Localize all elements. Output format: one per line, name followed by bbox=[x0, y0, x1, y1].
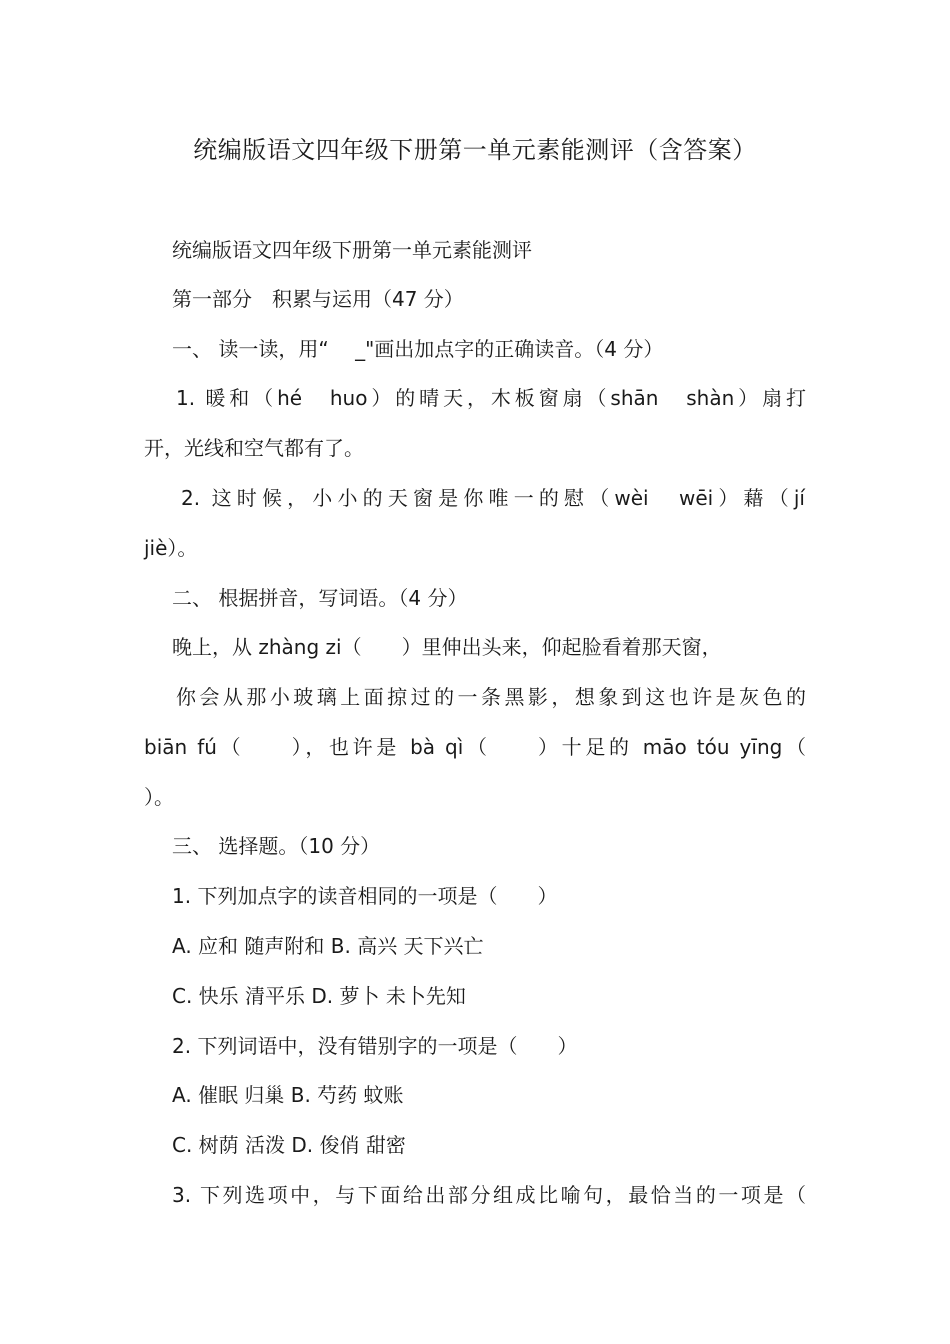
option-line: C. 树荫 活泼 D. 俊俏 甜密 bbox=[172, 1133, 406, 1157]
section-heading-3: 三、 选择题。（10 分） bbox=[172, 834, 381, 858]
paragraph-line: ）。 bbox=[144, 785, 174, 809]
option-line: C. 快乐 清平乐 D. 萝卜 未卜先知 bbox=[172, 984, 466, 1008]
paragraph-line: 晚上，从 zhàng zi（ ）里伸出头来，仰起脸看着那天窗， bbox=[172, 635, 722, 659]
question-line: 2. 这时候，小小的天窗是你唯一的慰（wèi wēi）藉（jí bbox=[181, 486, 805, 510]
option-line: A. 应和 随声附和 B. 高兴 天下兴亡 bbox=[172, 934, 484, 958]
option-line: A. 催眠 归巢 B. 芍药 蚊账 bbox=[172, 1083, 404, 1107]
question-line: jiè）。 bbox=[144, 536, 198, 560]
part-heading: 第一部分 积累与运用（47 分） bbox=[172, 287, 464, 311]
question-line: 1. 暖和（hé huo）的晴天，木板窗扇（shān shàn）扇打 bbox=[176, 386, 806, 410]
document-title: 统编版语文四年级下册第一单元素能测评（含答案） bbox=[193, 136, 757, 164]
question-line: 开，光线和空气都有了。 bbox=[144, 436, 364, 460]
paragraph-line: biān fú（ ），也许是 bà qì（ ）十足的 māo tóu yīng（ bbox=[144, 735, 806, 759]
question-line: 1. 下列加点字的读音相同的一项是（ ） bbox=[172, 884, 558, 908]
section-heading-2: 二、 根据拼音，写词语。（4 分） bbox=[172, 586, 468, 610]
paragraph-line: 你会从那小玻璃上面掠过的一条黑影，想象到这也许是灰色的 bbox=[176, 685, 806, 709]
section-heading-1: 一、 读一读，用“ _"画出加点字的正确读音。（4 分） bbox=[172, 337, 664, 361]
question-line: 3. 下列选项中，与下面给出部分组成比喻句，最恰当的一项是（ bbox=[172, 1183, 806, 1207]
question-line: 2. 下列词语中，没有错别字的一项是（ ） bbox=[172, 1034, 578, 1058]
subtitle-line: 统编版语文四年级下册第一单元素能测评 bbox=[172, 238, 532, 262]
